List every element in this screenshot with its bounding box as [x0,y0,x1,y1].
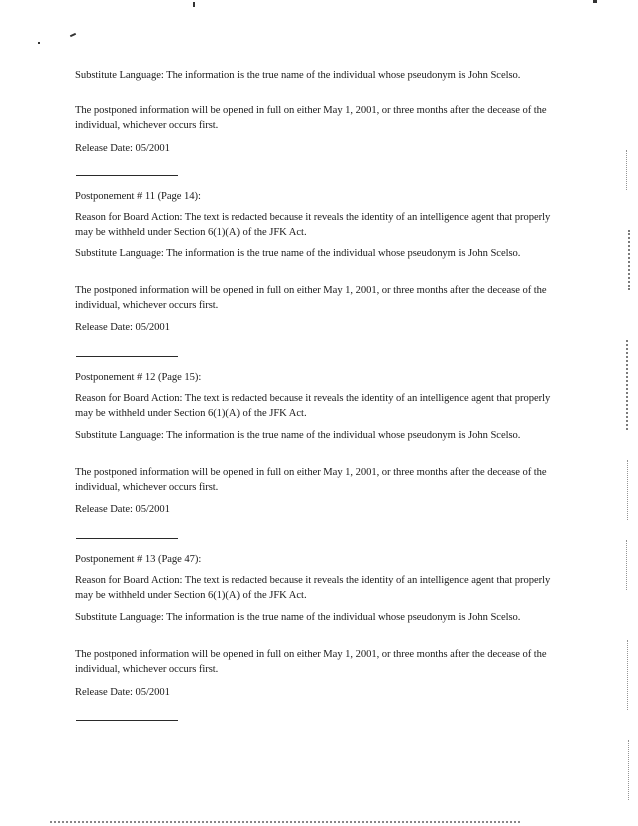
scan-edge-noise [628,740,635,800]
release-date: Release Date: 05/2001 [75,504,170,515]
substitute-language-paragraph: Substitute Language: The information is the true name of the individual whose pseudonym is John Scelso. [75,248,521,259]
reason-paragraph: Reason for Board Action: The text is redacted because it reveals the identity of an intelligence agent that properly may be withheld under Section 6(1)(A) of the JFK Act. [75,393,551,419]
reason-paragraph: Reason for Board Action: The text is redacted because it reveals the identity of an intelligence agent that properly may be withheld under Section 6(1)(A) of the JFK Act. [75,212,551,238]
release-date: Release Date: 05/2001 [75,687,170,698]
scan-speck [193,2,195,7]
scan-speck [593,0,597,3]
substitute-language-paragraph: Substitute Language: The information is the true name of the individual whose pseudonym is John Scelso. [75,70,521,81]
opening-condition-paragraph: The postponed information will be opened in full on either May 1, 2001, or three months after the decease of the individual, whichever occurs first. [75,649,547,675]
release-date: Release Date: 05/2001 [75,143,170,154]
scan-speck [38,42,40,44]
scan-speck [70,33,76,37]
substitute-language-paragraph: Substitute Language: The information is the true name of the individual whose pseudonym is John Scelso. [75,612,521,623]
release-date: Release Date: 05/2001 [75,322,170,333]
section-divider [76,720,178,721]
opening-condition-paragraph: The postponed information will be opened in full on either May 1, 2001, or three months after the decease of the individual, whichever occurs first. [75,285,547,311]
section-divider [76,356,178,357]
scan-edge-noise [627,460,634,520]
scan-edge-noise [626,540,633,590]
scan-bottom-edge [50,818,520,823]
scan-edge-noise [627,640,634,710]
substitute-language-paragraph: Substitute Language: The information is the true name of the individual whose pseudonym is John Scelso. [75,430,521,441]
opening-condition-paragraph: The postponed information will be opened in full on either May 1, 2001, or three months after the decease of the individual, whichever occurs first. [75,467,547,493]
reason-paragraph: Reason for Board Action: The text is redacted because it reveals the identity of an intelligence agent that properly may be withheld under Section 6(1)(A) of the JFK Act. [75,575,551,601]
scan-edge-noise [626,150,633,190]
section-divider [76,175,178,176]
opening-condition-paragraph: The postponed information will be opened in full on either May 1, 2001, or three months after the decease of the individual, whichever occurs first. [75,105,547,131]
postponement-heading: Postponement # 11 (Page 14): [75,191,201,202]
postponement-heading: Postponement # 12 (Page 15): [75,372,202,383]
section-divider [76,538,178,539]
scan-edge-noise [626,340,634,430]
postponement-heading: Postponement # 13 (Page 47): [75,554,202,565]
scan-edge-noise [628,230,636,290]
